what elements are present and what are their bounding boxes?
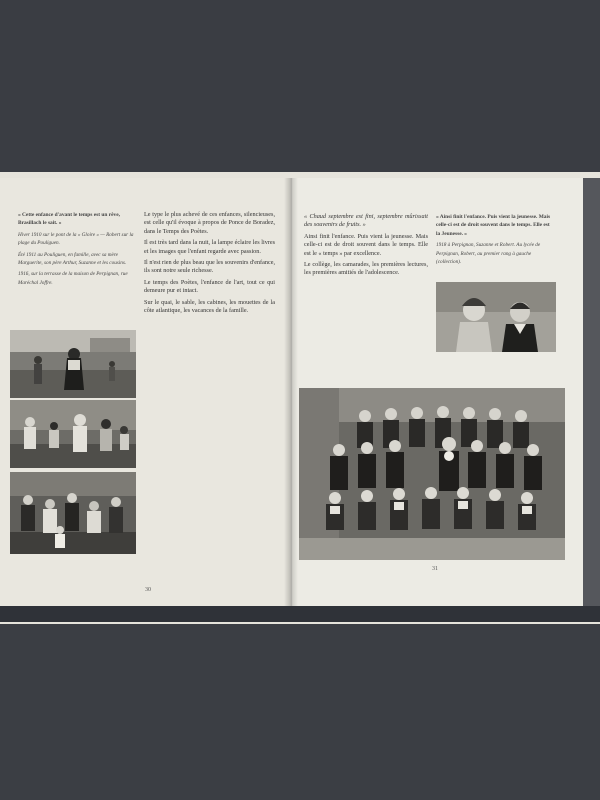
left-caption-3: 1916, sur la terrasse de la maison de Perpignan, rue Maréchal Joffre. <box>18 271 128 286</box>
right-page-number: 31 <box>432 566 438 572</box>
left-paragraph-4: Le temps des Poètes, l'enfance de l'art, tout ce qui demeure pur et intact. <box>144 278 275 295</box>
right-caption-column <box>436 213 554 273</box>
right-photo-class-portrait <box>299 388 565 560</box>
book-cover-edge <box>583 178 600 618</box>
right-paragraph-1: « Chaud septembre est fini, septembre mûrissait des souvenirs de fruits. » <box>304 213 428 229</box>
left-photo-group-on-terrace <box>10 400 136 468</box>
right-paragraph-2: Ainsi finit l'enfance. Puis vient la jeunesse. Mais celle-ci est de droit souvent dans le temps. Elle est le « temps » par excellence. <box>304 232 428 257</box>
left-caption-2: Été 1911 au Pouliguen, en famille, avec sa mère Marguerite, son père Arthur, Suzanne et les cousins. <box>18 251 127 267</box>
left-photo-family-portrait <box>10 472 136 554</box>
left-photo-girl-on-beach <box>10 330 136 398</box>
right-caption: 1918 à Perpignan, Suzanne et Robert. Au lycée de Perpignan, Robert, au premier rang à gauche (collection). <box>436 242 541 266</box>
book-cover-bottom <box>0 606 600 622</box>
left-body-text <box>144 211 275 593</box>
dark-background-top <box>0 0 600 176</box>
left-paragraph-2: Il est très tard dans la nuit, la lampe éclaire les livres et les images que l'enfant regarde avec passion. <box>144 239 275 255</box>
left-caption-1: Hiver 1910 sur le pont de la « Gloire » — Robert sur la plage du Pouliguen. <box>18 231 134 247</box>
book-gutter-shadow <box>284 178 298 610</box>
right-photo-two-children <box>436 282 556 352</box>
dark-background-bottom <box>0 620 600 800</box>
left-page-number: 30 <box>145 587 151 593</box>
left-paragraph-1: Le type le plus achevé de ces enfances, silencieuses, est celle qu'il évoque à propos de Ponce de Boradez, dans le Temps des Poètes. <box>144 211 275 235</box>
left-paragraph-5: Sur le quai, le sable, les cabines, les mouettes de la côte atlantique, les vacances de la famille. <box>144 298 275 315</box>
left-quote: « Cette enfance d'avant le temps est un rêve, Brasillach le sait. » <box>18 212 120 227</box>
right-paragraph-3: Le collège, les camarades, les premières lectures, les premières amitiés de l'adolescence. <box>304 261 428 277</box>
right-body-text <box>304 213 428 385</box>
right-quote: « Ainsi finit l'enfance. Puis vient la jeunesse. Mais celle-ci est de droit souvent dans le temps. Elle est la Jeunesse. » <box>436 214 551 237</box>
left-paragraph-3: Il n'est rien de plus beau que les souvenirs d'enfance, ils sont notre seule richesse. <box>144 259 275 275</box>
